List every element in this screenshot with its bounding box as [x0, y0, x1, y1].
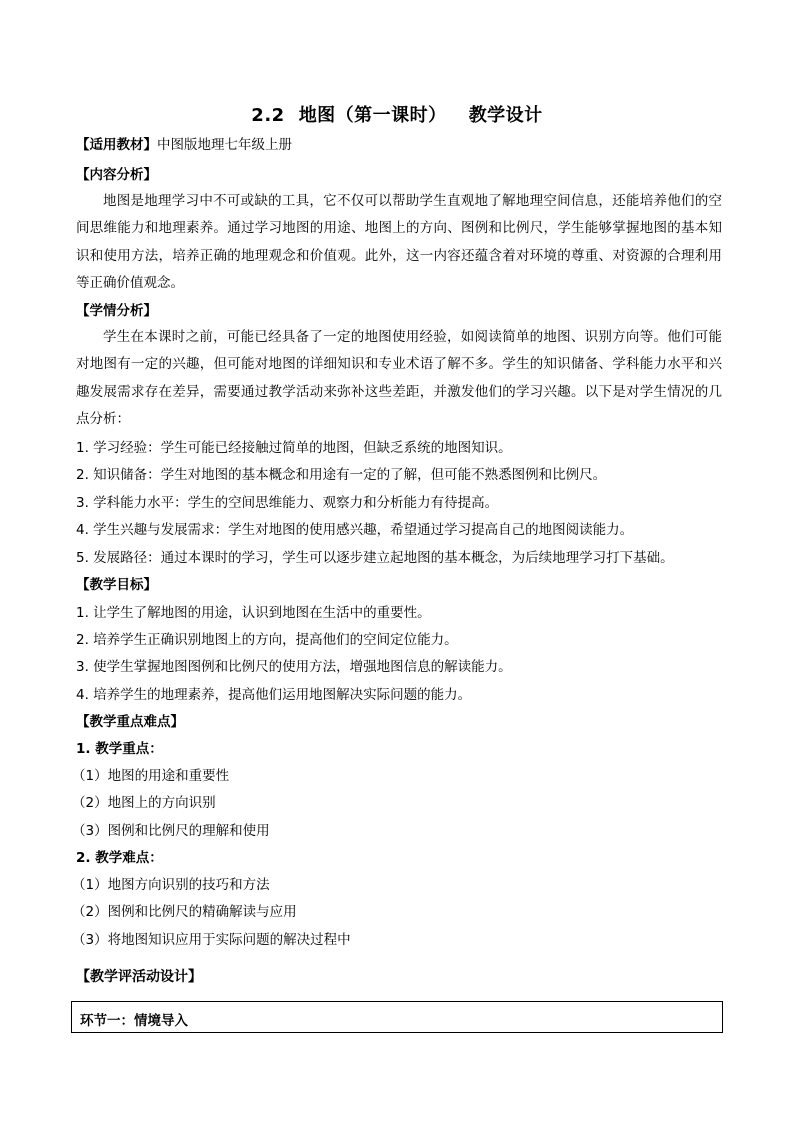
- focus-item: （2）地图上的方向识别: [72, 795, 216, 811]
- goal-item: 3. 使学生掌握地图图例和比例尺的使用方法，增强地图信息的解读能力。: [76, 659, 512, 675]
- student-analysis-item: 4. 学生兴趣与发展需求：学生对地图的使用感兴趣，希望通过学习提高自己的地图阅读能力。: [76, 522, 634, 538]
- goal-item: 2. 培养学生正确识别地图上的方向，提高他们的空间定位能力。: [76, 632, 458, 648]
- material-value: 中图版地理七年级上册: [157, 137, 292, 153]
- key-points-heading: 【教学重点难点】: [76, 714, 184, 730]
- activity-table: [71, 1001, 723, 1033]
- document-title: [0, 101, 794, 127]
- goal-item: 1. 让学生了解地图的用途，认识到地图在生活中的重要性。: [76, 605, 431, 621]
- focus-label: 1. 教学重点：: [76, 741, 163, 757]
- content-analysis-paragraph: 地图是地理学习中不可或缺的工具，它不仅可以帮助学生直观地了解地理空间信息，还能培养他们的空间思维能力和地理素养。通过学习地图的用途、地图上的方向、图例和比例尺，学生能够掌握地图的基本知识和使用方法，培养正确的地理观念和价值观。此外，这一内容还蕴含着对环境的尊重、对资源的合理利用等正确价值观念。: [76, 193, 722, 292]
- focus-item: （1）地图的用途和重要性: [72, 768, 230, 784]
- student-analysis-paragraph: 学生在本课时之前，可能已经具备了一定的地图使用经验，如阅读简单的地图、识别方向等。他们可能对地图有一定的兴趣，但可能对地图的详细知识和专业术语了解不多。学生的知识储备、学科能力水平和兴趣发展需求存在差异，需要通过教学活动来弥补这些差距，并激发他们的学习兴趣。以下是对学生情况的几点分析：: [76, 329, 722, 428]
- activity-step-1: 环节一：情境导入: [80, 1013, 188, 1029]
- difficulty-label: 2. 教学难点：: [76, 850, 163, 866]
- student-analysis-item: 2. 知识储备：学生对地图的基本概念和用途有一定的了解，但可能不熟悉图例和比例尺。: [76, 467, 607, 483]
- student-analysis-heading: 【学情分析】: [76, 303, 157, 319]
- difficulty-item: （1）地图方向识别的技巧和方法: [72, 877, 270, 893]
- material-line: [76, 136, 724, 154]
- student-analysis-item: 1. 学习经验：学生可能已经接触过简单的地图，但缺乏系统的地图知识。: [76, 440, 512, 456]
- difficulty-item: （2）图例和比例尺的精确解读与应用: [72, 904, 297, 920]
- title-suffix: 教学设计: [468, 105, 543, 126]
- student-analysis-item: 3. 学科能力水平：学生的空间思维能力、观察力和分析能力有待提高。: [76, 495, 499, 511]
- material-label: 【适用教材】: [76, 137, 157, 153]
- student-analysis-item: 5. 发展路径：通过本课时的学习，学生可以逐步建立起地图的基本概念，为后续地理学习打下基础。: [76, 550, 674, 566]
- difficulty-item: （3）将地图知识应用于实际问题的解决过程中: [72, 932, 351, 948]
- focus-item: （3）图例和比例尺的理解和使用: [72, 823, 270, 839]
- goal-item: 4. 培养学生的地理素养，提高他们运用地图解决实际问题的能力。: [76, 687, 472, 703]
- title-number: 2.2: [251, 105, 285, 126]
- activity-heading: 【教学评活动设计】: [76, 969, 202, 985]
- title-main: 地图（第一课时）: [298, 105, 447, 126]
- goals-heading: 【教学目标】: [76, 577, 157, 593]
- content-analysis-heading: 【内容分析】: [76, 167, 157, 183]
